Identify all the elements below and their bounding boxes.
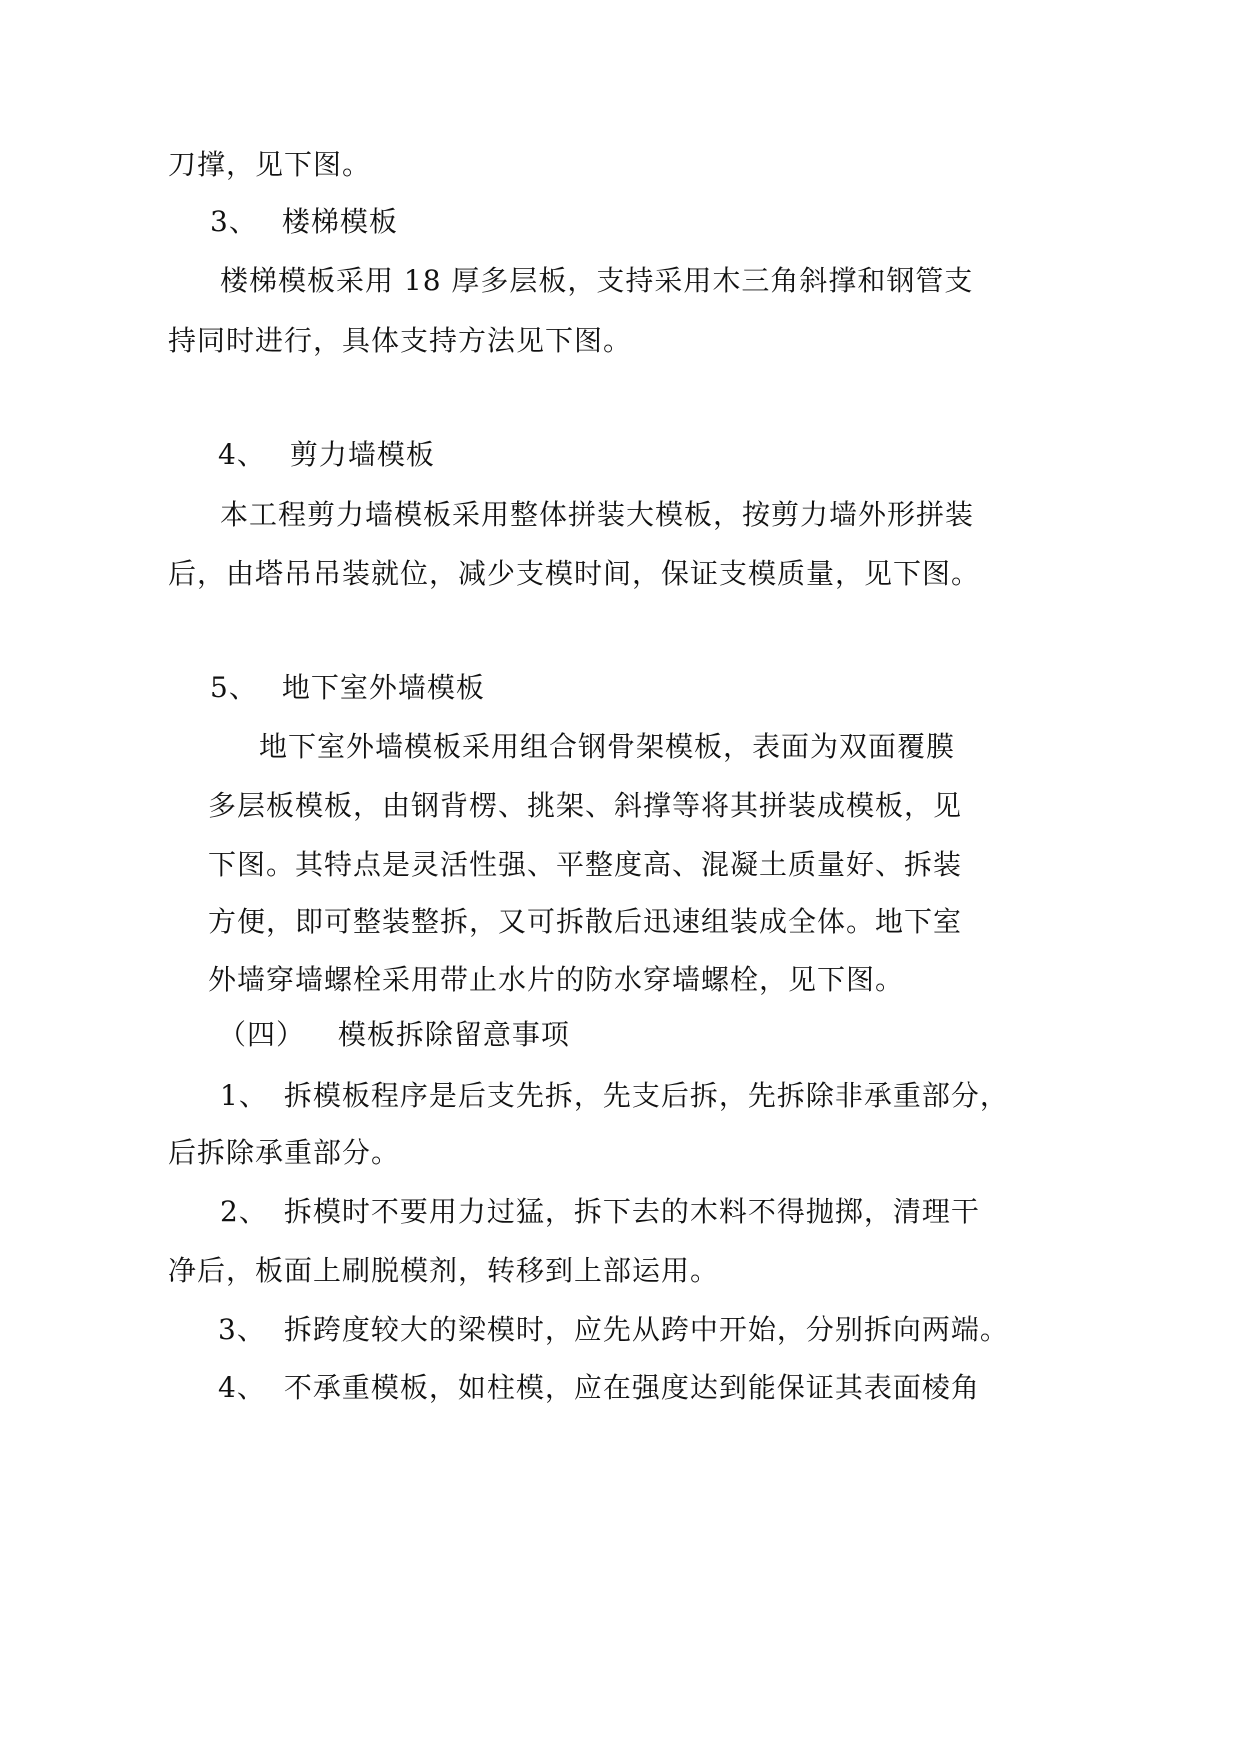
section-3-title: 楼梯模板	[281, 205, 398, 238]
section-3-number: 3、	[210, 205, 258, 238]
section-5-number: 5、	[210, 671, 258, 704]
section-5-line-4: 方便，即可整装整拆，又可拆散后迅速组装成全体。地下室	[208, 905, 963, 938]
item-2-line-2: 净后，板面上刷脱模剂，转移到上部运用。	[168, 1254, 720, 1287]
section-5-line-3: 下图。其特点是灵活性强、平整度高、混凝土质量好、拆装	[208, 848, 963, 881]
part-4-number: （四）	[218, 1018, 306, 1051]
section-5-heading	[210, 670, 485, 706]
part-4-title: 模板拆除留意事项	[337, 1018, 570, 1051]
item-3-text: 拆跨度较大的梁模时，应先从跨中开始，分别拆向两端。	[283, 1313, 1009, 1346]
section-5-line-2: 多层板模板，由钢背楞、挑架、斜撑等将其拼装成模板，见	[208, 789, 963, 822]
item-1-text: 拆模板程序是后支先拆，先支后拆，先拆除非承重部分，	[283, 1079, 1009, 1112]
section-3-line-2: 持同时进行，具体支持方法见下图。	[168, 324, 633, 357]
item-3-number: 3、	[218, 1313, 266, 1346]
section-5-title: 地下室外墙模板	[281, 671, 485, 704]
section-4-title: 剪力墙模板	[289, 438, 435, 471]
item-1-number: 1、	[220, 1079, 268, 1112]
section-4-line-1: 本工程剪力墙模板采用整体拼装大模板，按剪力墙外形拼装	[220, 498, 975, 531]
section-3-line-1: 楼梯模板采用 18 厚多层板，支持采用木三角斜撑和钢管支	[220, 264, 974, 297]
intro-line-1: 刀撑，见下图。	[168, 148, 372, 181]
section-3-heading	[210, 204, 398, 240]
section-5-line-1: 地下室外墙模板采用组合钢骨架模板，表面为双面覆膜	[259, 730, 956, 763]
item-2-line-1	[220, 1194, 980, 1230]
item-1-line-2: 后拆除承重部分。	[168, 1136, 401, 1169]
item-3-line-1	[218, 1312, 1009, 1348]
section-4-line-2: 后，由塔吊吊装就位，减少支模时间，保证支模质量，见下图。	[168, 557, 981, 590]
item-1-line-1	[220, 1078, 1009, 1114]
item-4-number: 4、	[218, 1371, 266, 1404]
item-4-line-1	[218, 1370, 980, 1406]
item-4-text: 不承重模板，如柱模，应在强度达到能保证其表面棱角	[283, 1371, 980, 1404]
item-2-number: 2、	[220, 1195, 268, 1228]
part-4-heading	[218, 1017, 570, 1053]
item-2-text: 拆模时不要用力过猛，拆下去的木料不得抛掷，清理干	[283, 1195, 980, 1228]
section-5-line-5: 外墙穿墙螺栓采用带止水片的防水穿墙螺栓，见下图。	[208, 963, 905, 996]
section-4-number: 4、	[218, 438, 266, 471]
section-4-heading	[218, 437, 435, 473]
